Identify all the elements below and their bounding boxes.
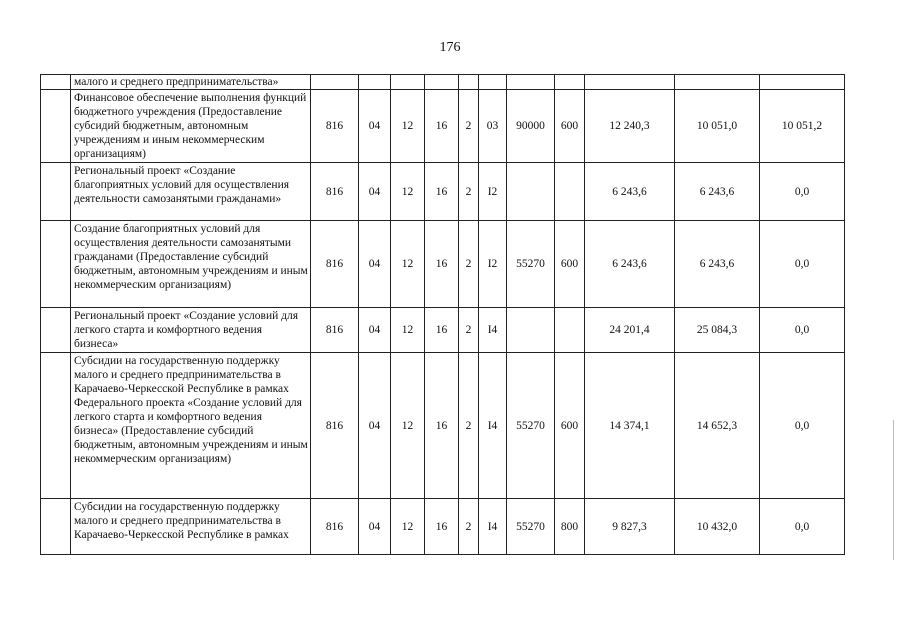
row-value-cell: 55270 bbox=[507, 499, 555, 555]
row-value-cell: I2 bbox=[479, 221, 507, 308]
row-value-cell: 6 243,6 bbox=[675, 221, 760, 308]
row-value-cell: 2 bbox=[459, 353, 479, 499]
row-index-cell bbox=[41, 90, 71, 163]
row-value-cell: 6 243,6 bbox=[675, 163, 760, 221]
table-row bbox=[41, 90, 845, 163]
row-value-cell: 600 bbox=[555, 90, 585, 163]
table-row bbox=[41, 75, 845, 90]
row-value-cell: 800 bbox=[555, 499, 585, 555]
row-value-cell: 816 bbox=[311, 499, 359, 555]
row-value-cell: 2 bbox=[459, 90, 479, 163]
row-value-cell: 2 bbox=[459, 499, 479, 555]
row-index-cell bbox=[41, 163, 71, 221]
row-value-cell: 24 201,4 bbox=[585, 308, 675, 353]
row-value-cell: 16 bbox=[425, 221, 459, 308]
row-value-cell: 25 084,3 bbox=[675, 308, 760, 353]
row-value-cell: 04 bbox=[359, 308, 391, 353]
row-value-cell: 12 bbox=[391, 90, 425, 163]
row-name-cell: Создание благоприятных условий для осуществления деятельности самозанятыми гражданами (Предоставление субсидий бюджетным, автономным учреждениям и иным некоммерческим организациям) bbox=[71, 221, 311, 308]
row-value-cell: 10 051,2 bbox=[760, 90, 845, 163]
row-value-cell: 816 bbox=[311, 353, 359, 499]
row-value-cell: 2 bbox=[459, 308, 479, 353]
row-value-cell: 04 bbox=[359, 221, 391, 308]
row-value-cell: 0,0 bbox=[760, 308, 845, 353]
row-value-cell: 0,0 bbox=[760, 353, 845, 499]
row-value-cell: 16 bbox=[425, 353, 459, 499]
scan-edge-mark bbox=[893, 420, 894, 560]
row-value-cell bbox=[555, 308, 585, 353]
row-value-cell bbox=[555, 75, 585, 90]
row-value-cell bbox=[507, 163, 555, 221]
row-value-cell: 10 432,0 bbox=[675, 499, 760, 555]
row-value-cell: 6 243,6 bbox=[585, 163, 675, 221]
row-value-cell: 816 bbox=[311, 221, 359, 308]
row-name-cell: Субсидии на государственную поддержку малого и среднего предпринимательства в Карачаево-Черкесской Республике в рамках Федерального проекта «Создание условий для легкого старта и комфортного ведения бизнеса» (Предоставление субсидий бюджетным, автономным учреждениям и иным некоммерческим организациям) bbox=[71, 353, 311, 499]
row-value-cell: 04 bbox=[359, 353, 391, 499]
row-name-cell: Субсидии на государственную поддержку малого и среднего предпринимательства в Карачаево-Черкесской Республике в рамках bbox=[71, 499, 311, 555]
row-value-cell: 04 bbox=[359, 499, 391, 555]
row-value-cell bbox=[311, 75, 359, 90]
row-index-cell bbox=[41, 221, 71, 308]
budget-table bbox=[40, 74, 845, 555]
row-value-cell bbox=[507, 75, 555, 90]
table-row bbox=[41, 499, 845, 555]
row-value-cell: 6 243,6 bbox=[585, 221, 675, 308]
row-index-cell bbox=[41, 353, 71, 499]
page-number: 176 bbox=[439, 40, 461, 55]
row-value-cell: 12 bbox=[391, 163, 425, 221]
row-value-cell bbox=[359, 75, 391, 90]
row-value-cell: 90000 bbox=[507, 90, 555, 163]
row-value-cell bbox=[479, 75, 507, 90]
row-name-cell: Региональный проект «Создание условий для легкого старта и комфортного ведения бизнеса» bbox=[71, 308, 311, 353]
row-value-cell: I4 bbox=[479, 499, 507, 555]
row-name-cell: Региональный проект «Создание благоприятных условий для осуществления деятельности самозанятыми гражданами» bbox=[71, 163, 311, 221]
row-value-cell: 55270 bbox=[507, 221, 555, 308]
table-row bbox=[41, 163, 845, 221]
row-value-cell: 16 bbox=[425, 499, 459, 555]
row-value-cell: 16 bbox=[425, 308, 459, 353]
row-value-cell: 0,0 bbox=[760, 499, 845, 555]
row-value-cell bbox=[507, 308, 555, 353]
row-value-cell: 12 bbox=[391, 353, 425, 499]
row-value-cell: 12 240,3 bbox=[585, 90, 675, 163]
row-value-cell: 03 bbox=[479, 90, 507, 163]
row-value-cell: 14 652,3 bbox=[675, 353, 760, 499]
row-value-cell bbox=[425, 75, 459, 90]
row-value-cell: 0,0 bbox=[760, 163, 845, 221]
row-index-cell bbox=[41, 75, 71, 90]
row-value-cell: 0,0 bbox=[760, 221, 845, 308]
row-value-cell: 16 bbox=[425, 90, 459, 163]
row-value-cell: 16 bbox=[425, 163, 459, 221]
row-index-cell bbox=[41, 308, 71, 353]
row-value-cell: 600 bbox=[555, 221, 585, 308]
row-value-cell: 12 bbox=[391, 308, 425, 353]
row-value-cell: 816 bbox=[311, 163, 359, 221]
row-name-cell: Финансовое обеспечение выполнения функций бюджетного учреждения (Предоставление субсидий бюджетным, автономным учреждениям и иным некоммерческим организациям) bbox=[71, 90, 311, 163]
row-value-cell: 600 bbox=[555, 353, 585, 499]
table-row bbox=[41, 308, 845, 353]
row-value-cell: 2 bbox=[459, 221, 479, 308]
row-value-cell: 04 bbox=[359, 163, 391, 221]
row-value-cell bbox=[459, 75, 479, 90]
row-value-cell: 12 bbox=[391, 221, 425, 308]
row-value-cell: 12 bbox=[391, 499, 425, 555]
row-value-cell: 816 bbox=[311, 90, 359, 163]
row-value-cell: I4 bbox=[479, 353, 507, 499]
row-value-cell bbox=[555, 163, 585, 221]
row-value-cell: 14 374,1 bbox=[585, 353, 675, 499]
row-value-cell bbox=[391, 75, 425, 90]
row-name-cell: малого и среднего предпринимательства» bbox=[71, 75, 311, 90]
table-row bbox=[41, 353, 845, 499]
row-value-cell bbox=[760, 75, 845, 90]
row-value-cell: 10 051,0 bbox=[675, 90, 760, 163]
row-value-cell: 55270 bbox=[507, 353, 555, 499]
row-value-cell: I4 bbox=[479, 308, 507, 353]
row-value-cell bbox=[675, 75, 760, 90]
row-index-cell bbox=[41, 499, 71, 555]
row-value-cell bbox=[585, 75, 675, 90]
table-row bbox=[41, 221, 845, 308]
row-value-cell: 2 bbox=[459, 163, 479, 221]
row-value-cell: 04 bbox=[359, 90, 391, 163]
row-value-cell: I2 bbox=[479, 163, 507, 221]
row-value-cell: 816 bbox=[311, 308, 359, 353]
row-value-cell: 9 827,3 bbox=[585, 499, 675, 555]
table-body bbox=[41, 75, 845, 555]
